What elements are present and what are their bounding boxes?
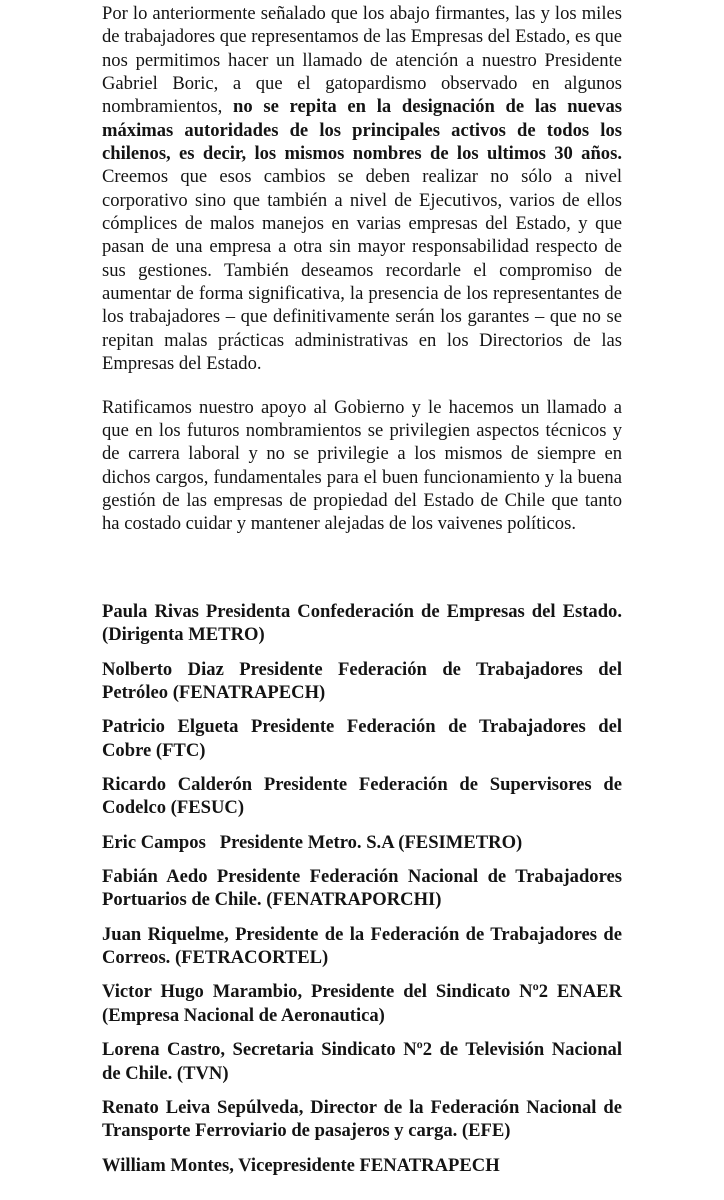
signatory-eric-campos: Eric Campos Presidente Metro. S.A (FESIMETRO) bbox=[102, 831, 523, 853]
signatory-william-montes: William Montes, Vicepresidente FENATRAPECH bbox=[102, 1154, 500, 1176]
signatory-paula-rivas: Paula Rivas Presidenta Confederación de Empresas del Estado. (Dirigenta METRO) bbox=[102, 601, 622, 646]
letter-body bbox=[102, 2, 622, 536]
paragraph-1-bold-emphasis: no se repita en la designación de las nuevas máximas autoridades de los principales activos de todos los chilenos, es decir, los mismos nombres de los ultimos 30 años. bbox=[102, 96, 622, 165]
signatory-juan-riquelme: Juan Riquelme, Presidente de la Federación de Trabajadores de Correos. (FETRACORTEL) bbox=[102, 923, 622, 969]
signatory-ricardo-calderon: Ricardo Calderón Presidente Federación de Supervisores de Codelco (FESUC) bbox=[102, 774, 622, 819]
signatory-renato-leiva: Renato Leiva Sepúlveda, Director de la Federación Nacional de Transporte Ferroviario de pasajeros y carga. (EFE) bbox=[102, 1096, 622, 1142]
signatory-patricio-elgueta: Patricio Elgueta Presidente Federación de Trabajadores del Cobre (FTC) bbox=[102, 716, 622, 761]
signatory-victor-hugo-marambio: Victor Hugo Marambio, Presidente del Sindicato Nº2 ENAER (Empresa Nacional de Aeronautica) bbox=[102, 981, 622, 1026]
paragraph-1-intro: Por lo anteriormente señalado que los abajo firmantes, las y los miles de trabajadores que representamos de las Empresas del Estado, es que nos permitimos hacer un llamado de atención a nuestro Presidente Gabriel Boric, a que el gatopardismo observado en algunos nombramientos, bbox=[102, 3, 622, 118]
signatories-list bbox=[102, 600, 622, 1188]
paragraph-support-government: Ratificamos nuestro apoyo al Gobierno y le hacemos un llamado a que en los futuros nombramientos se privilegien aspectos técnicos y de carrera laboral y no se privilegie a los mismos de siempre en dichos cargos, fundamentales para el buen funcionamiento y la buena gestión de las empresas de propiedad del Estado de Chile que tanto ha costado cuidar y mantener alejadas de los vaivenes políticos. bbox=[102, 396, 622, 535]
paragraph-call-to-president bbox=[102, 2, 622, 376]
signatory-nolberto-diaz: Nolberto Diaz Presidente Federación de Trabajadores del Petróleo (FENATRAPECH) bbox=[102, 658, 622, 704]
signatory-fabian-aedo: Fabián Aedo Presidente Federación Nacional de Trabajadores Portuarios de Chile. (FENATRAPORCHI) bbox=[102, 866, 622, 911]
signatory-lorena-castro: Lorena Castro, Secretaria Sindicato Nº2 de Televisión Nacional de Chile. (TVN) bbox=[102, 1039, 622, 1084]
paragraph-1-continuation: Creemos que esos cambios se deben realizar no sólo a nivel corporativo sino que también a nivel de Ejecutivos, varios de ellos cómplices de malos manejos en varias empresas del Estado, y que pasan de una empresa a otra sin mayor responsabilidad respecto de sus gestiones. También deseamos recordarle el compromiso de aumentar de forma significativa, la presencia de los representantes de los trabajadores – que definitivamente serán los garantes – que no se repitan malas prácticas administrativas en los Directorios de las Empresas del Estado. bbox=[102, 166, 622, 375]
